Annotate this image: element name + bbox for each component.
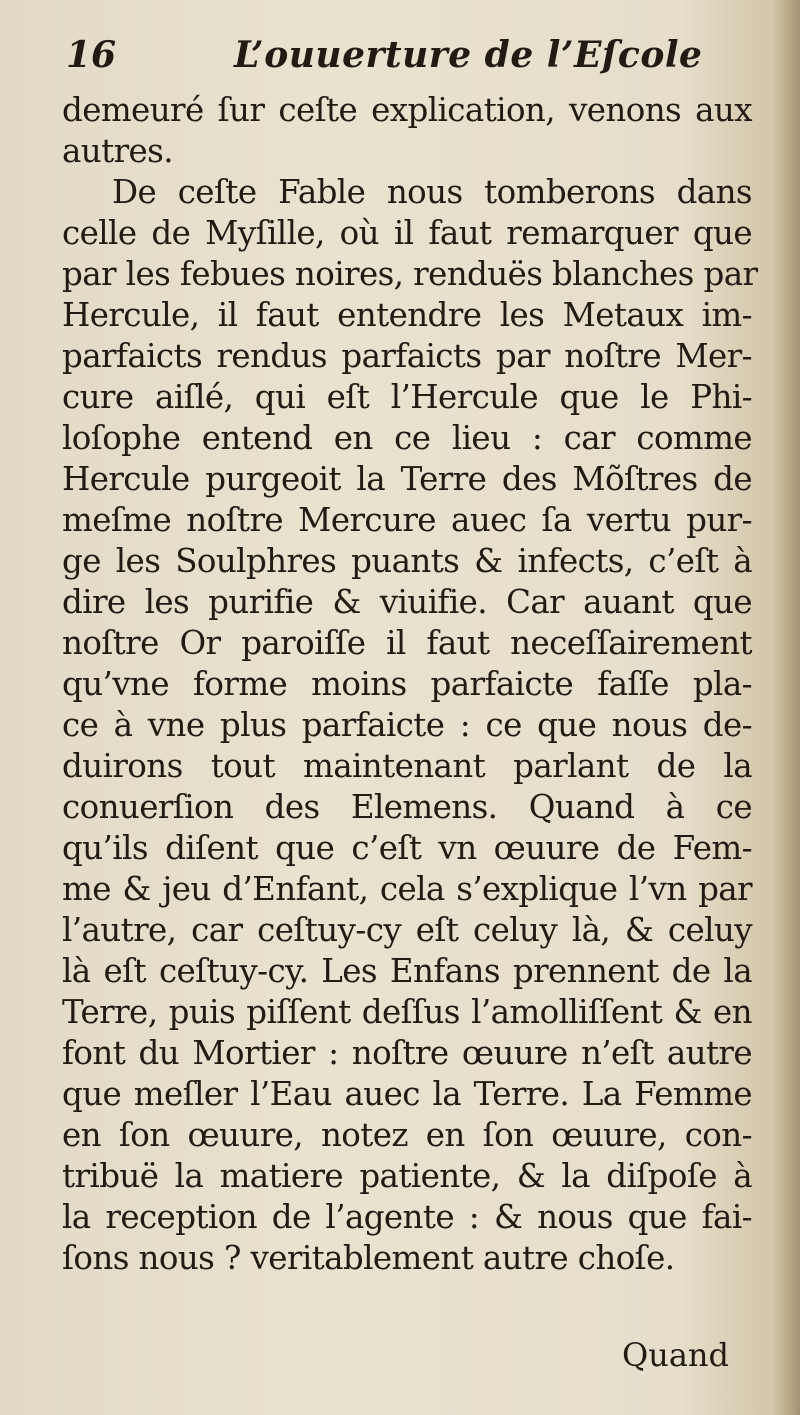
text-line: qu’ils diſent que c’eſt vn œuure de Fem- [62, 829, 752, 867]
text-line: loſophe entend en ce lieu : car comme [62, 419, 752, 457]
text-line: demeuré ſur ceſte explication, venons aux [62, 91, 752, 129]
text-line: l’autre, car ceſtuy-cy eſt celuy là, & celuy [62, 911, 752, 949]
text-line: par les febues noires, renduës blanches par [62, 255, 758, 293]
page-header [66, 34, 746, 94]
text-line: qu’vne forme moins parfaicte faſſe pla- [62, 665, 752, 703]
text-line: meſme noſtre Mercure auec ſa vertu pur- [62, 501, 752, 539]
page-edge-shadow [772, 0, 800, 1415]
page-number: 16 [66, 34, 117, 76]
text-line: Terre, puis piſſent deſſus l’amolliſſent & en [62, 993, 752, 1031]
text-line: ce à vne plus parfaicte : ce que nous de- [62, 706, 752, 744]
catchword: Quand [622, 1336, 730, 1374]
text-line: ſons nous ? veritablement autre choſe. [62, 1239, 675, 1277]
text-line: Hercule, il faut entendre les Metaux im- [62, 296, 752, 334]
text-line: cure aiſlé, qui eſt l’Hercule que le Phi- [62, 378, 752, 416]
text-line: dire les purifie & viuifie. Car auant que [62, 583, 752, 621]
text-line: noſtre Or paroiſſe il faut neceſſairement [62, 624, 752, 662]
body-text [62, 90, 758, 1279]
text-line: tribuë la matiere patiente, & la diſpoſe à [62, 1157, 752, 1195]
text-line: font du Mortier : noſtre œuure n’eſt autre [62, 1034, 752, 1072]
text-line: la reception de l’agente : & nous que fai- [62, 1198, 752, 1236]
text-line: me & jeu d’Enfant, cela s’explique l’vn par [62, 870, 752, 908]
text-line: ge les Soulphres puants & infects, c’eſt à [62, 542, 752, 580]
text-line: Hercule purgeoit la Terre des Mõſtres de [62, 460, 752, 498]
text-line: autres. [62, 132, 173, 170]
text-line: celle de Myſille, où il faut remarquer que [62, 214, 752, 252]
running-title: L’ouuerture de l’Eſcole [234, 34, 703, 76]
text-line: parfaicts rendus parfaicts par noſtre Mer- [62, 337, 752, 375]
text-line: conuerſion des Elemens. Quand à ce [62, 788, 752, 826]
text-line: là eſt ceſtuy-cy. Les Enfans prennent de la [62, 952, 752, 990]
text-line: que meſler l’Eau auec la Terre. La Femme [62, 1075, 752, 1113]
text-line: en ſon œuure, notez en ſon œuure, con- [62, 1116, 752, 1154]
text-line: duirons tout maintenant parlant de la [62, 747, 752, 785]
text-line: De ceſte Fable nous tomberons dans [112, 173, 752, 211]
